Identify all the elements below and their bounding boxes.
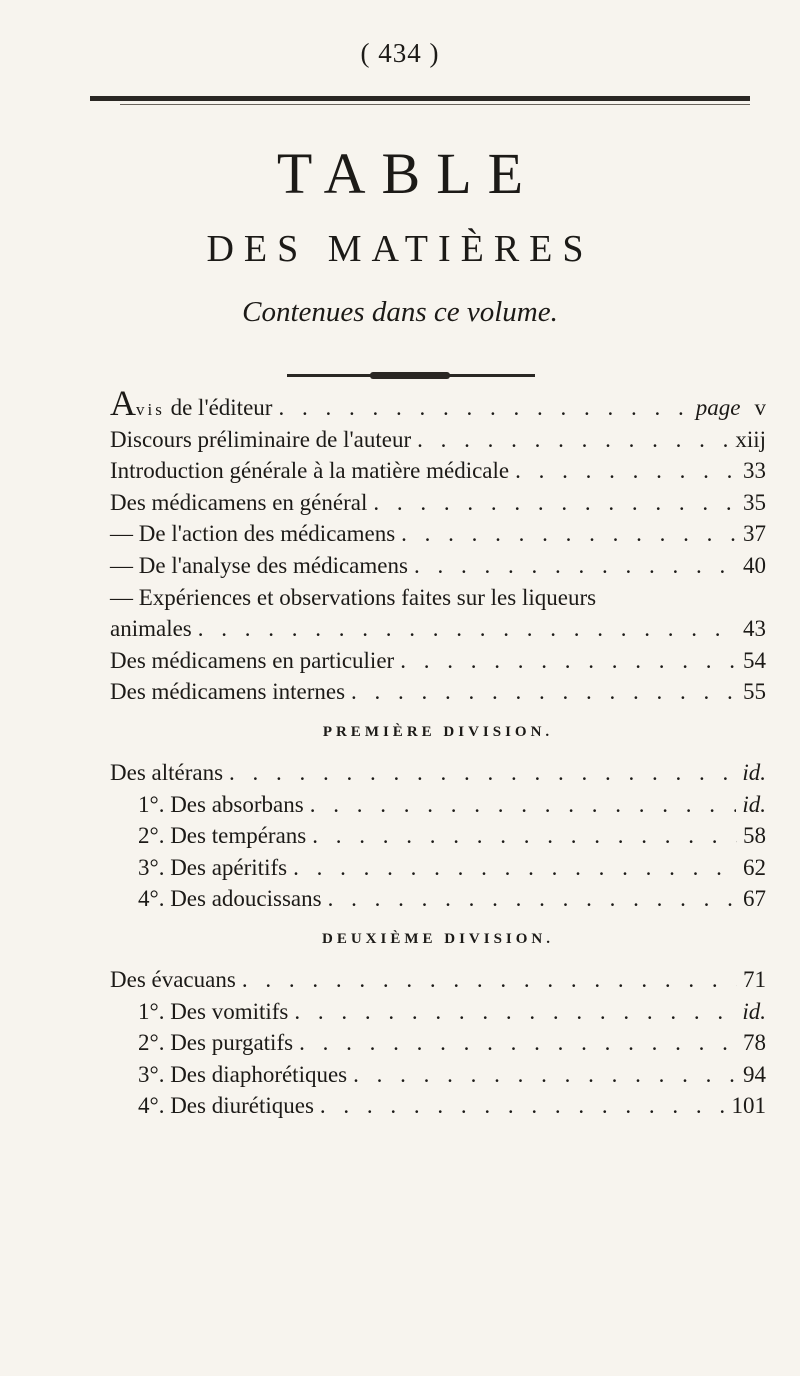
page-value: v (754, 395, 766, 420)
toc-entry-title: Des évacuans (110, 966, 236, 992)
toc-entry-page: id. (742, 998, 766, 1024)
table-subtitle: DES MATIÈRES (206, 228, 594, 270)
toc-entry (110, 996, 766, 1028)
toc-entry (110, 455, 766, 487)
dot-leader (373, 487, 737, 519)
dot-leader (312, 820, 737, 852)
table-caption: Contenues dans ce volume. (242, 296, 558, 328)
toc-entry-title: 4°. Des adoucissans (138, 886, 322, 912)
toc-entry (110, 582, 766, 614)
toc-entry-title: 1°. Des vomitifs (138, 998, 289, 1024)
dot-leader (278, 392, 689, 424)
dot-leader (328, 883, 737, 915)
toc-entry (110, 1059, 766, 1091)
toc-entry-page: 67 (743, 886, 766, 912)
dot-leader (414, 550, 737, 582)
toc-entry (110, 1090, 766, 1122)
toc-entry-title: — Expériences et observations faites sur les liqueurs (110, 584, 597, 610)
toc-entry-page: 54 (743, 647, 766, 673)
toc-entry (110, 1027, 766, 1059)
toc-entry-title: 3°. Des diaphorétiques (138, 1061, 348, 1087)
top-rule-thin (120, 104, 750, 105)
toc-entry (110, 852, 766, 884)
toc-entry (110, 645, 766, 677)
toc-entry-page: id. (742, 759, 766, 785)
toc-entry-page: 78 (743, 1030, 766, 1056)
toc-entry-page: 35 (743, 489, 766, 515)
toc-entry (110, 487, 766, 519)
toc-entry-title: Des médicamens internes (110, 679, 346, 705)
toc-entry-title: 3°. Des apéritifs (138, 854, 288, 880)
dot-leader (515, 455, 737, 487)
toc-entry-page: 71 (743, 966, 766, 992)
page-number: ( 434 ) (360, 38, 440, 68)
toc-entry (110, 613, 766, 645)
drop-initial: A (110, 383, 136, 423)
dot-leader (310, 789, 737, 821)
toc-entry-page: 55 (743, 679, 766, 705)
toc-entry-title: 2°. Des tempérans (138, 823, 307, 849)
dot-leader (198, 613, 737, 645)
toc-entry-title: Discours préliminaire de l'auteur (110, 426, 412, 452)
toc-entry-title: Des médicamens en particulier (110, 647, 395, 673)
division-heading: PREMIÈRE DIVISION. (322, 723, 554, 740)
toc-entry-page: 43 (743, 616, 766, 642)
toc-entry-title: 4°. Des diurétiques (138, 1093, 314, 1119)
dot-leader (242, 964, 737, 996)
toc-entry-page: id. (742, 791, 766, 817)
top-rule (90, 96, 750, 101)
toc-entry-page: 58 (743, 823, 766, 849)
dot-leader (299, 1027, 737, 1059)
toc-entry-page: 94 (743, 1061, 766, 1087)
dot-leader (229, 757, 736, 789)
table-of-contents (110, 383, 766, 1122)
toc-entry-title: 2°. Des purgatifs (138, 1030, 294, 1056)
toc-entry-title: Des médicamens en général (110, 489, 368, 515)
division-heading: DEUXIÈME DIVISION. (321, 930, 555, 947)
toc-entry (110, 518, 766, 550)
toc-entry (110, 383, 766, 424)
dot-leader (351, 676, 737, 708)
toc-entry (110, 550, 766, 582)
table-title: TABLE (276, 141, 540, 206)
toc-entry-title: animales (110, 616, 192, 642)
dot-leader (417, 424, 729, 456)
dot-leader (294, 996, 736, 1028)
toc-entry-page: 101 (731, 1093, 766, 1119)
toc-entry-page: 62 (743, 854, 766, 880)
toc-entry-title (110, 383, 273, 426)
ornamental-rule-center (370, 372, 450, 379)
dot-leader (400, 645, 737, 677)
toc-entry-title: Des altérans (110, 759, 224, 785)
toc-entry (110, 964, 766, 996)
small-caps-word: vis (136, 400, 165, 419)
toc-entry-title: — De l'analyse des médicamens (110, 552, 408, 578)
toc-entry-text: de l'éditeur (164, 395, 273, 420)
page-prefix: page (695, 395, 741, 420)
dot-leader (353, 1059, 737, 1091)
toc-entry (110, 757, 766, 789)
toc-entry (110, 676, 766, 708)
toc-entry (110, 820, 766, 852)
toc-entry-title: 1°. Des absorbans (138, 791, 304, 817)
toc-entry-title: — De l'action des médicamens (110, 521, 396, 547)
toc-entry (110, 789, 766, 821)
toc-entry-page (696, 392, 766, 424)
toc-entry-page: 37 (743, 521, 766, 547)
toc-entry (110, 883, 766, 915)
toc-entry-page: 33 (743, 458, 766, 484)
dot-leader (401, 518, 737, 550)
dot-leader (293, 852, 737, 884)
dot-leader (320, 1090, 726, 1122)
toc-entry-page: xiij (735, 426, 766, 452)
toc-entry-page: 40 (743, 552, 766, 578)
toc-entry (110, 424, 766, 456)
toc-entry-title: Introduction générale à la matière médicale (110, 458, 510, 484)
